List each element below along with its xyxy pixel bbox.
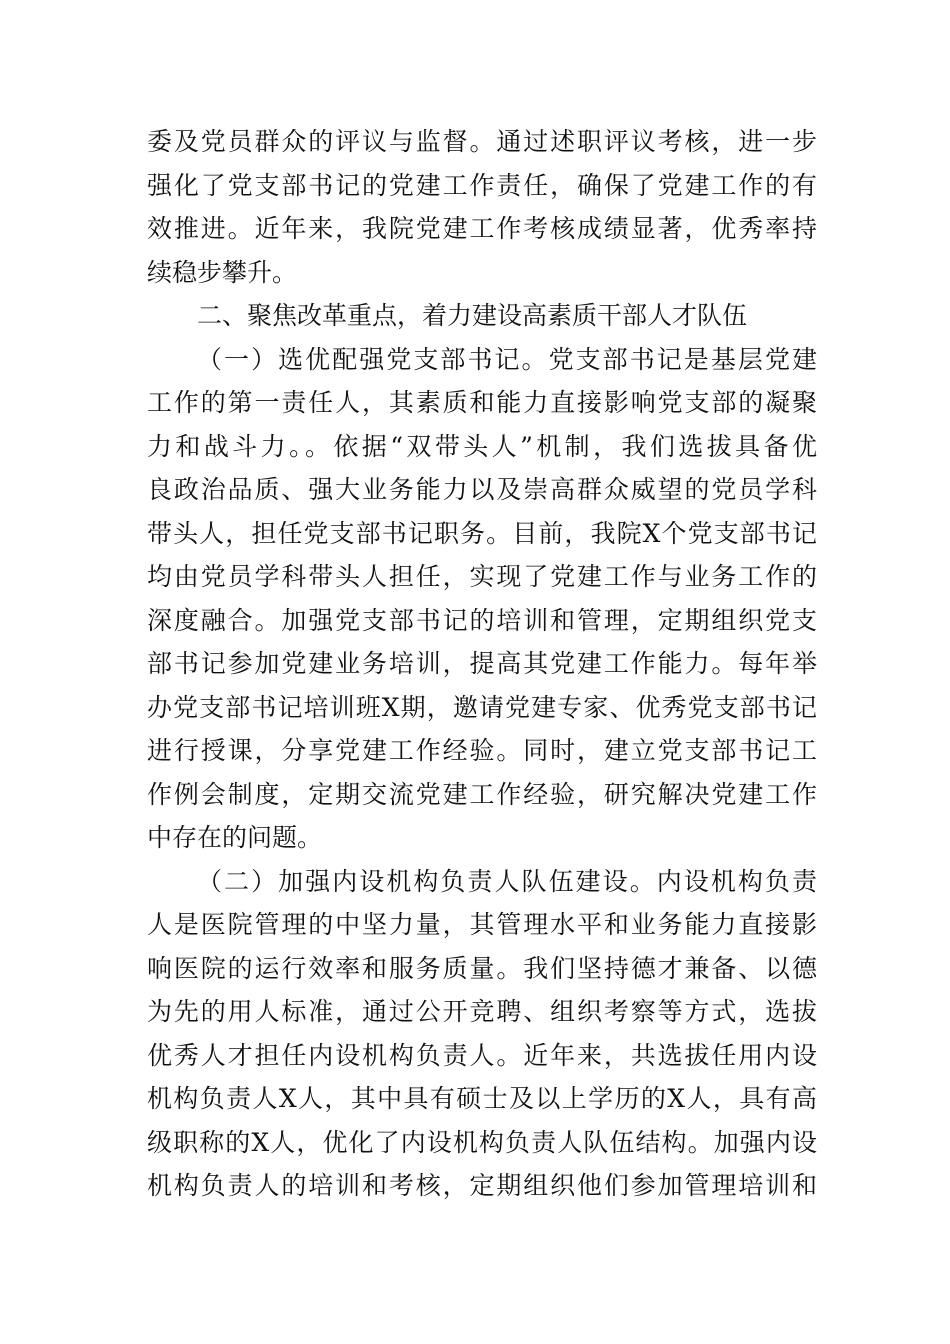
text-line: （二）加强内设机构负责人队伍建设。内设机构负责 (197, 866, 817, 896)
text-line: 工作的第一责任人，其素质和能力直接影响党支部的凝聚 (147, 388, 817, 417)
text-line: 良政治品质、强大业务能力以及崇高群众威望的党员学科 (147, 475, 817, 504)
text-line: 进行授课，分享党建工作经验。同时，建立党支部书记工 (147, 736, 817, 765)
heading-line: 二、聚焦改革重点，着力建设高素质干部人才队伍 (197, 301, 748, 330)
text-line: （一）选优配强党支部书记。党支部书记是基层党建 (197, 344, 817, 374)
text-line: 委及党员群众的评议与监督。通过述职评议考核，进一步 (147, 127, 817, 156)
text-line: 级职称的X人，优化了内设机构负责人队伍结构。加强内设 (147, 1127, 817, 1157)
text-line: 中存在的问题。 (147, 823, 323, 852)
paragraph-section-1 (147, 338, 817, 860)
paragraph-continuation (147, 120, 817, 294)
text-line: 均由党员学科带头人担任，实现了党建工作与业务工作的 (147, 562, 817, 591)
text-line: 办党支部书记培训班X期，邀请党建专家、优秀党支部书记 (147, 692, 817, 722)
text-line: 作例会制度，定期交流党建工作经验，研究解决党建工作 (147, 779, 817, 809)
text-line: 机构负责人X人，其中具有硕士及以上学历的X人，具有高 (147, 1084, 817, 1113)
text-line: 响医院的运行效率和服务质量。我们坚持德才兼备、以德 (147, 953, 817, 983)
text-line: 续稳步攀升。 (147, 257, 298, 287)
section-heading (147, 294, 817, 338)
text-line: 深度融合。加强党支部书记的培训和管理，定期组织党支 (147, 605, 817, 635)
text-line: 效推进。近年来，我院党建工作考核成绩显著，优秀率持 (147, 214, 817, 243)
text-line: 机构负责人的培训和考核，定期组织他们参加管理培训和 (147, 1171, 817, 1200)
text-line: 优秀人才担任内设机构负责人。近年来，共选拔任用内设 (147, 1040, 817, 1070)
paragraph-section-2 (147, 860, 817, 1208)
text-line: 部书记参加党建业务培训，提高其党建工作能力。每年举 (147, 649, 817, 678)
text-line: 为先的用人标准，通过公开竞聘、组织考察等方式，选拔 (147, 997, 817, 1026)
text-line: 强化了党支部书记的党建工作责任，确保了党建工作的有 (147, 170, 817, 200)
document-body (147, 120, 817, 1208)
text-line: 人是医院管理的中坚力量，其管理水平和业务能力直接影 (147, 910, 817, 939)
text-line: 带头人，担任党支部书记职务。目前，我院X个党支部书记 (147, 518, 817, 548)
text-line: 力和战斗力。。依据“双带头人”机制，我们选拔具备优 (147, 431, 817, 461)
